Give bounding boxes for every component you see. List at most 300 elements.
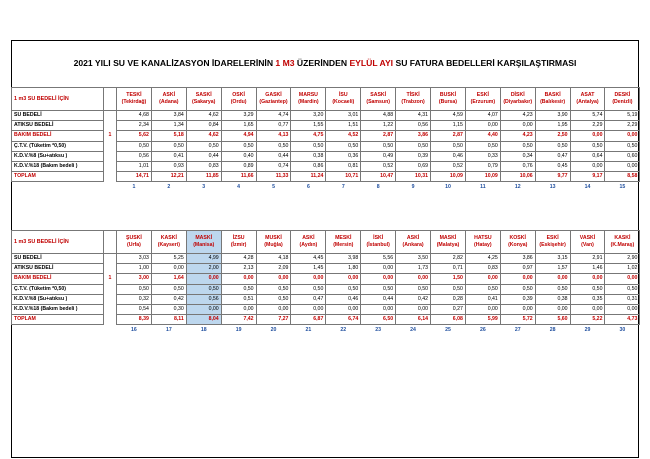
value-cell: 3,50 <box>396 254 431 264</box>
utility-name: TİSKİ <box>406 92 420 98</box>
rank-number: 24 <box>410 326 416 333</box>
value-cell: 0,46 <box>431 151 466 161</box>
value-cell: 0,50 <box>431 284 466 294</box>
value-cell: 1,45 <box>291 264 326 274</box>
value-cell: 2,87 <box>431 131 466 141</box>
value-cell: 0,50 <box>291 284 326 294</box>
value-cell: 0,41 <box>151 151 186 161</box>
value-cell: 4,25 <box>465 254 500 264</box>
table-row <box>12 131 640 141</box>
rank-number: 16 <box>131 326 137 333</box>
row-label: Ç.T.V. (Tüketim *0,50) <box>12 284 104 294</box>
value-cell: 0,84 <box>186 121 221 131</box>
value-cell: 3,84 <box>151 111 186 121</box>
row-label: SU BEDELİ <box>12 111 104 121</box>
value-cell: 0,00 <box>221 274 256 284</box>
city-name: (Mersin) <box>333 242 354 248</box>
value-cell: 0,00 <box>500 121 535 131</box>
column-header <box>465 231 500 254</box>
value-cell: 1,00 <box>117 264 152 274</box>
rank-number: 10 <box>445 183 451 190</box>
value-cell: 3,01 <box>326 111 361 121</box>
value-cell: 0,50 <box>500 284 535 294</box>
value-cell: 0,41 <box>465 294 500 304</box>
value-cell: 0,49 <box>361 151 396 161</box>
rank-number: 1 <box>132 183 136 190</box>
table-row <box>12 294 640 304</box>
gap-cell <box>104 88 117 111</box>
value-cell: 0,50 <box>221 284 256 294</box>
utility-name: KASKİ <box>160 235 177 241</box>
value-cell: 0,00 <box>570 274 605 284</box>
gap-cell <box>104 141 117 151</box>
value-cell: 3,86 <box>396 131 431 141</box>
value-cell: 0,00 <box>535 274 570 284</box>
value-cell: 1,46 <box>570 264 605 274</box>
value-cell: 8,39 <box>117 315 152 325</box>
rank-number: 7 <box>341 183 345 190</box>
rank-number: 4 <box>237 183 241 190</box>
value-cell: 8,04 <box>186 315 221 325</box>
value-cell: 4,18 <box>256 254 291 264</box>
value-cell: 0,34 <box>500 151 535 161</box>
value-cell: 0,00 <box>221 304 256 314</box>
rank-number: 5 <box>272 183 275 190</box>
rank-number: 26 <box>479 326 486 333</box>
utility-name: OSKİ <box>232 92 245 98</box>
city-name: (Kocaeli) <box>332 99 355 105</box>
value-cell: 4,45 <box>291 254 326 264</box>
utility-name: TESKİ <box>126 92 142 98</box>
rank-number: 21 <box>305 326 312 333</box>
value-cell: 0,50 <box>535 284 570 294</box>
value-cell: 4,28 <box>221 254 256 264</box>
value-cell: 0,33 <box>465 151 500 161</box>
value-cell: 0,52 <box>431 161 466 171</box>
header-row <box>12 231 640 254</box>
rank-number: 29 <box>584 326 591 333</box>
comparison-table-2 <box>11 230 640 335</box>
value-cell: 2,50 <box>535 131 570 141</box>
city-name: (İzmir) <box>230 242 247 248</box>
value-cell: 0,00 <box>605 304 640 314</box>
rank-number: 19 <box>235 326 242 333</box>
value-cell: 0,52 <box>361 161 396 171</box>
value-cell: 8,58 <box>605 172 640 182</box>
utility-name: DİSKİ <box>510 92 525 98</box>
value-cell: 0,50 <box>221 141 256 151</box>
gap-cell <box>104 172 117 182</box>
column-header <box>500 88 535 111</box>
value-cell: 3,00 <box>117 274 152 284</box>
city-name: (Ordu) <box>230 99 247 105</box>
city-name: (Eskişehir) <box>539 242 566 248</box>
value-cell: 0,00 <box>570 131 605 141</box>
value-cell: 0,36 <box>326 151 361 161</box>
value-cell: 2,29 <box>570 121 605 131</box>
rank-number: 3 <box>202 183 206 190</box>
value-cell: 3,29 <box>221 111 256 121</box>
column-header <box>605 88 640 111</box>
value-cell: 3,86 <box>500 254 535 264</box>
row-label: K.D.V.%8 (Su+atıksu ) <box>12 294 104 304</box>
value-cell: 0,00 <box>361 264 396 274</box>
value-cell: 5,25 <box>151 254 186 264</box>
row-label: ATIKSU BEDELİ <box>12 121 104 131</box>
rank-number: 17 <box>165 326 172 333</box>
city-name: (Sakarya) <box>192 99 216 105</box>
value-cell: 0,50 <box>117 141 152 151</box>
row-label: K.D.V.%18 (Bakım bedeli ) <box>12 304 104 314</box>
table-row <box>12 141 640 151</box>
value-cell: 4,59 <box>431 111 466 121</box>
value-cell: 0,50 <box>500 141 535 151</box>
utility-name: DESKİ <box>614 92 631 98</box>
gap-cell <box>104 294 117 304</box>
value-cell: 1,02 <box>605 264 640 274</box>
value-cell: 0,69 <box>396 161 431 171</box>
utility-name: SASKİ <box>195 92 212 98</box>
value-cell: 0,50 <box>291 141 326 151</box>
city-name: (Van) <box>581 242 594 248</box>
value-cell: 5,19 <box>605 111 640 121</box>
value-cell: 4,73 <box>605 315 640 325</box>
value-cell: 0,39 <box>396 151 431 161</box>
value-cell: 0,40 <box>221 151 256 161</box>
value-cell: 0,79 <box>465 161 500 171</box>
value-cell: 4,23 <box>500 131 535 141</box>
gap-cell <box>104 304 117 314</box>
value-cell: 4,75 <box>291 131 326 141</box>
city-name: (Hatay) <box>474 242 492 248</box>
utility-name: ŞUSKİ <box>126 235 142 241</box>
column-header <box>117 231 152 254</box>
value-cell: 1,01 <box>117 161 152 171</box>
empty-cell <box>12 325 104 336</box>
gap-cell <box>104 315 117 325</box>
column-header <box>396 231 431 254</box>
city-name: (Tekirdağ) <box>121 99 147 105</box>
value-cell: 6,14 <box>396 315 431 325</box>
value-cell: 0,83 <box>465 264 500 274</box>
value-cell: 0,28 <box>431 294 466 304</box>
rank-number: 13 <box>549 183 556 190</box>
header-label: 1 m3 SU BEDELİ İÇİN <box>12 231 104 254</box>
value-cell: 0,44 <box>186 151 221 161</box>
value-cell: 0,50 <box>570 284 605 294</box>
table-row <box>12 304 640 314</box>
utility-name: BUSKİ <box>439 92 457 98</box>
value-cell: 7,27 <box>256 315 291 325</box>
value-cell: 0,00 <box>186 274 221 284</box>
value-cell: 11,85 <box>186 172 221 182</box>
value-cell: 11,66 <box>221 172 256 182</box>
page-title: 2021 YILI SU VE KANALİZASYON İDARELERİNİN 1 M3 ÜZERİNDEN EYLÜL AYI SU FATURA BEDELLERİ KARŞILAŞTIRMASI <box>73 58 577 68</box>
value-cell: 10,09 <box>465 172 500 182</box>
value-cell: 4,94 <box>221 131 256 141</box>
column-header <box>151 231 186 254</box>
row-label: K.D.V.%8 (Su+atıksu ) <box>12 151 104 161</box>
value-cell: 0,27 <box>431 304 466 314</box>
utility-name: MESKİ <box>335 235 352 241</box>
table-row <box>12 264 640 274</box>
value-cell: 0,42 <box>151 294 186 304</box>
value-cell: 3,03 <box>117 254 152 264</box>
value-cell: 0,86 <box>291 161 326 171</box>
utility-name: VASKİ <box>579 235 596 241</box>
value-cell: 5,56 <box>361 254 396 264</box>
value-cell: 0,32 <box>117 294 152 304</box>
value-cell: 0,39 <box>500 294 535 304</box>
utility-name: BASKİ <box>544 92 561 98</box>
value-cell: 0,00 <box>396 274 431 284</box>
column-header <box>570 88 605 111</box>
utility-name: ESKİ <box>476 92 489 98</box>
value-cell: 0,50 <box>151 141 186 151</box>
row-label: BAKIM BEDELİ <box>12 274 104 284</box>
value-cell: 1,73 <box>396 264 431 274</box>
header-label: 1 m3 SU BEDELİ İÇİN <box>12 88 104 111</box>
utility-name: İSU <box>338 92 348 98</box>
table-row <box>12 121 640 131</box>
city-name: (Ankara) <box>402 242 424 248</box>
value-cell: 0,00 <box>186 304 221 314</box>
value-cell: 0,00 <box>256 274 291 284</box>
row-label: K.D.V.%18 (Bakım bedeli ) <box>12 161 104 171</box>
utility-name: MUSKİ <box>265 235 282 241</box>
city-name: (Gaziantep) <box>259 99 288 105</box>
value-cell: 2,90 <box>605 254 640 264</box>
value-cell: 0,50 <box>256 294 291 304</box>
value-cell: 0,00 <box>535 304 570 314</box>
column-header <box>291 231 326 254</box>
column-header <box>431 88 466 111</box>
value-cell: 4,62 <box>186 131 221 141</box>
utility-name: ESKİ <box>546 235 559 241</box>
column-header <box>500 231 535 254</box>
value-cell: 2,91 <box>570 254 605 264</box>
value-cell: 0,50 <box>326 284 361 294</box>
utility-name: MASKİ <box>195 235 213 241</box>
value-cell: 2,34 <box>117 121 152 131</box>
value-cell: 0,50 <box>186 141 221 151</box>
value-cell: 0,76 <box>500 161 535 171</box>
rank-number: 8 <box>376 183 380 190</box>
value-cell: 0,64 <box>570 151 605 161</box>
value-cell: 0,56 <box>396 121 431 131</box>
value-cell: 10,71 <box>326 172 361 182</box>
value-cell: 0,00 <box>326 304 361 314</box>
rank-number: 22 <box>340 326 347 333</box>
value-cell: 3,90 <box>535 111 570 121</box>
utility-name: ASKİ <box>406 235 420 241</box>
value-cell: 4,40 <box>465 131 500 141</box>
value-cell: 12,21 <box>151 172 186 182</box>
city-name: (Adana) <box>159 99 179 105</box>
value-cell: 4,07 <box>465 111 500 121</box>
value-cell: 0,00 <box>570 161 605 171</box>
value-cell: 0,50 <box>326 141 361 151</box>
value-cell: 0,00 <box>605 131 640 141</box>
utility-name: İSKİ <box>373 235 384 241</box>
value-cell: 6,50 <box>361 315 396 325</box>
value-cell: 0,97 <box>500 264 535 274</box>
city-name: (Bursa) <box>438 99 458 105</box>
city-name: (Aydın) <box>299 242 318 248</box>
empty-cell <box>104 325 117 336</box>
rank-number: 18 <box>200 326 207 333</box>
utility-name: KASKİ <box>614 235 631 241</box>
value-cell: 0,89 <box>221 161 256 171</box>
value-cell: 0,38 <box>535 294 570 304</box>
value-cell: 0,77 <box>256 121 291 131</box>
city-name: (K.Maraş) <box>610 242 635 248</box>
value-cell: 0,50 <box>186 284 221 294</box>
value-cell: 0,83 <box>186 161 221 171</box>
city-name: (Samsun) <box>366 99 390 105</box>
row-marker: 1 <box>108 132 112 139</box>
value-cell: 10,09 <box>431 172 466 182</box>
rank-number: 14 <box>584 183 591 190</box>
comparison-table-1 <box>11 87 640 192</box>
utility-name: MARSU <box>298 92 318 98</box>
value-cell: 2,82 <box>431 254 466 264</box>
column-header <box>256 88 291 111</box>
city-name: (Diyarbakır) <box>503 99 533 105</box>
city-name: (Denizli) <box>612 99 633 105</box>
column-header <box>186 231 221 254</box>
value-cell: 0,00 <box>500 274 535 284</box>
value-cell: 0,00 <box>465 274 500 284</box>
city-name: (Muğla) <box>264 242 283 248</box>
empty-cell <box>104 182 117 193</box>
value-cell: 4,68 <box>117 111 152 121</box>
header-row <box>12 88 640 111</box>
column-header <box>535 231 570 254</box>
city-name: (Malatya) <box>436 242 460 248</box>
value-cell: 0,42 <box>396 294 431 304</box>
value-cell: 5,99 <box>465 315 500 325</box>
city-name: (Konya) <box>508 242 528 248</box>
column-header <box>326 231 361 254</box>
utility-name: İZSU <box>232 235 245 241</box>
column-header <box>605 231 640 254</box>
value-cell: 0,00 <box>361 274 396 284</box>
rank-number: 25 <box>445 326 451 333</box>
gap-cell <box>104 121 117 131</box>
city-name: (Balıkesir) <box>540 99 566 105</box>
rank-number: 11 <box>480 183 486 190</box>
value-cell: 1,22 <box>361 121 396 131</box>
table-row <box>12 284 640 294</box>
rank-row <box>12 325 640 336</box>
value-cell: 0,47 <box>535 151 570 161</box>
value-cell: 0,50 <box>431 141 466 151</box>
value-cell: 11,24 <box>291 172 326 182</box>
value-cell: 0,00 <box>361 304 396 314</box>
gap-cell <box>104 231 117 254</box>
value-cell: 0,46 <box>326 294 361 304</box>
column-header <box>570 231 605 254</box>
city-name: (Manisa) <box>193 242 215 248</box>
value-cell: 0,00 <box>291 274 326 284</box>
table-row <box>12 172 640 182</box>
column-header <box>361 231 396 254</box>
value-cell: 0,45 <box>535 161 570 171</box>
value-cell: 9,77 <box>535 172 570 182</box>
value-cell: 0,00 <box>500 304 535 314</box>
rank-row <box>12 182 640 193</box>
rank-number: 23 <box>375 326 382 333</box>
utility-name: ASKİ <box>302 235 315 241</box>
value-cell: 0,50 <box>256 284 291 294</box>
value-cell: 0,00 <box>465 121 500 131</box>
value-cell: 1,80 <box>326 264 361 274</box>
table-row <box>12 315 640 325</box>
city-name: (Mardin) <box>298 99 319 105</box>
value-cell: 0,50 <box>605 284 640 294</box>
value-cell: 0,50 <box>151 284 186 294</box>
value-cell: 0,50 <box>535 141 570 151</box>
value-cell: 0,54 <box>117 304 152 314</box>
value-cell: 6,08 <box>431 315 466 325</box>
value-cell: 0,56 <box>117 151 152 161</box>
value-cell: 0,44 <box>256 151 291 161</box>
value-cell: 0,50 <box>361 284 396 294</box>
column-header <box>361 88 396 111</box>
rank-number: 2 <box>167 183 171 190</box>
value-cell: 0,00 <box>291 304 326 314</box>
value-cell: 0,00 <box>151 264 186 274</box>
empty-cell <box>12 182 104 193</box>
value-cell: 5,74 <box>570 111 605 121</box>
gap-cell <box>104 254 117 264</box>
value-cell: 0,47 <box>291 294 326 304</box>
rank-number: 9 <box>411 183 415 190</box>
column-header <box>535 88 570 111</box>
rank-number: 15 <box>619 183 626 190</box>
value-cell: 0,50 <box>396 284 431 294</box>
column-header <box>117 88 152 111</box>
gap-cell <box>104 151 117 161</box>
value-cell: 0,50 <box>570 141 605 151</box>
rank-number: 6 <box>306 183 310 190</box>
value-cell: 4,99 <box>186 254 221 264</box>
value-cell: 0,50 <box>465 141 500 151</box>
value-cell: 6,74 <box>326 315 361 325</box>
column-header <box>256 231 291 254</box>
value-cell: 9,17 <box>570 172 605 182</box>
table-row <box>12 274 640 284</box>
value-cell: 0,00 <box>570 304 605 314</box>
value-cell: 0,00 <box>605 274 640 284</box>
value-cell: 0,81 <box>326 161 361 171</box>
utility-name: MASKİ <box>439 235 457 241</box>
rank-number: 28 <box>549 326 556 333</box>
utility-name: HATSU <box>474 235 492 241</box>
value-cell: 4,88 <box>361 111 396 121</box>
value-cell: 2,87 <box>361 131 396 141</box>
value-cell: 7,42 <box>221 315 256 325</box>
value-cell: 0,30 <box>151 304 186 314</box>
value-cell: 8,11 <box>151 315 186 325</box>
value-cell: 0,50 <box>465 284 500 294</box>
value-cell: 10,06 <box>500 172 535 182</box>
value-cell: 4,23 <box>500 111 535 121</box>
city-name: (Antalya) <box>576 99 599 105</box>
value-cell: 0,93 <box>151 161 186 171</box>
row-label: BAKIM BEDELİ <box>12 131 104 141</box>
